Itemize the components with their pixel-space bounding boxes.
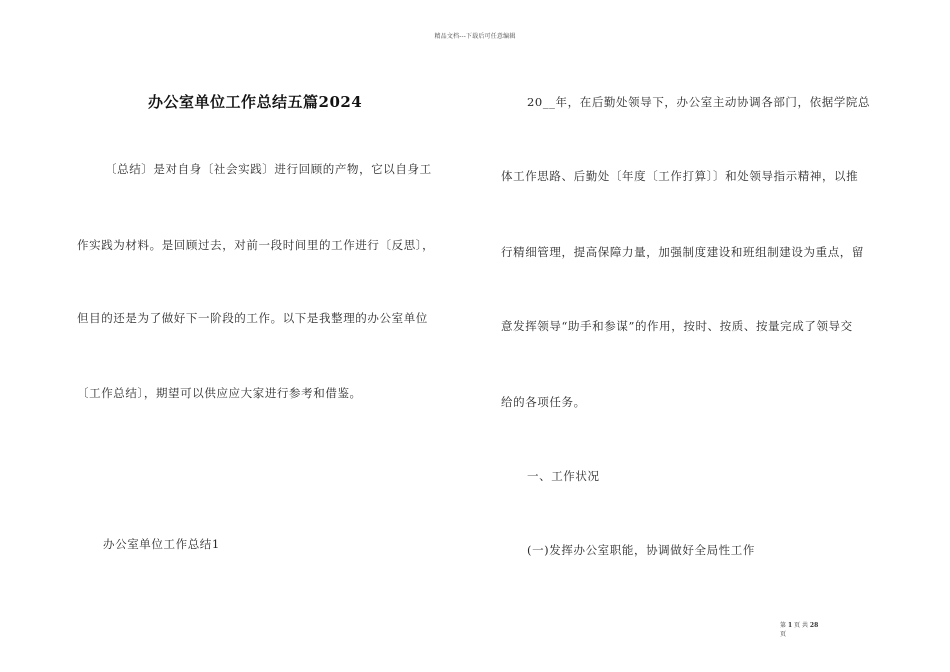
- right-paragraph-line-2: 体工作思路、后勤处〔年度〔工作打算〕〕和处领导指示精神，以推: [501, 169, 859, 183]
- left-paragraph-line-2: 作实践为材料。是回顾过去，对前一段时间里的工作进行〔反思〕，: [77, 238, 435, 252]
- right-paragraph-line-1: 20__年，在后勤处领导下，办公室主动协调各部门，依据学院总: [527, 95, 871, 109]
- page-counter: [780, 621, 850, 639]
- right-paragraph-line-3: 行精细管理，提高保障力量，加强制度建设和班组制建设为重点，留: [501, 245, 864, 259]
- right-paragraph-line-5: 给的各项任务。: [501, 395, 586, 409]
- page-current: 1: [787, 622, 793, 629]
- right-paragraph-line-4: 意发挥领导“助手和参谋”的作用，按时、按质、按量完成了领导交: [501, 319, 853, 333]
- page-prefix: 第: [780, 622, 787, 629]
- left-paragraph-line-1: 〔总结〕是对自身〔社会实践〕进行回顾的产物，它以自身工: [105, 162, 432, 176]
- page-mid: 页 共: [794, 622, 808, 629]
- section-heading-work-status: 一、工作状况: [527, 469, 600, 483]
- subsection-heading-coordination: (一)发挥办公室职能，协调做好全局性工作: [527, 543, 755, 557]
- section-heading-summary-1: 办公室单位工作总结1: [103, 537, 220, 551]
- left-paragraph-line-3: 但目的还是为了做好下一阶段的工作。以下是我整理的办公室单位: [77, 311, 428, 325]
- page-total: 28: [809, 622, 819, 629]
- left-paragraph-line-4: 〔工作总结〕，期望可以供应应大家进行参考和借鉴。: [77, 386, 362, 400]
- page-suffix: 页: [780, 631, 787, 638]
- document-title: 办公室单位工作总结五篇2024: [148, 93, 363, 111]
- header-note: 精品文档---下载后可任意编辑: [434, 33, 516, 40]
